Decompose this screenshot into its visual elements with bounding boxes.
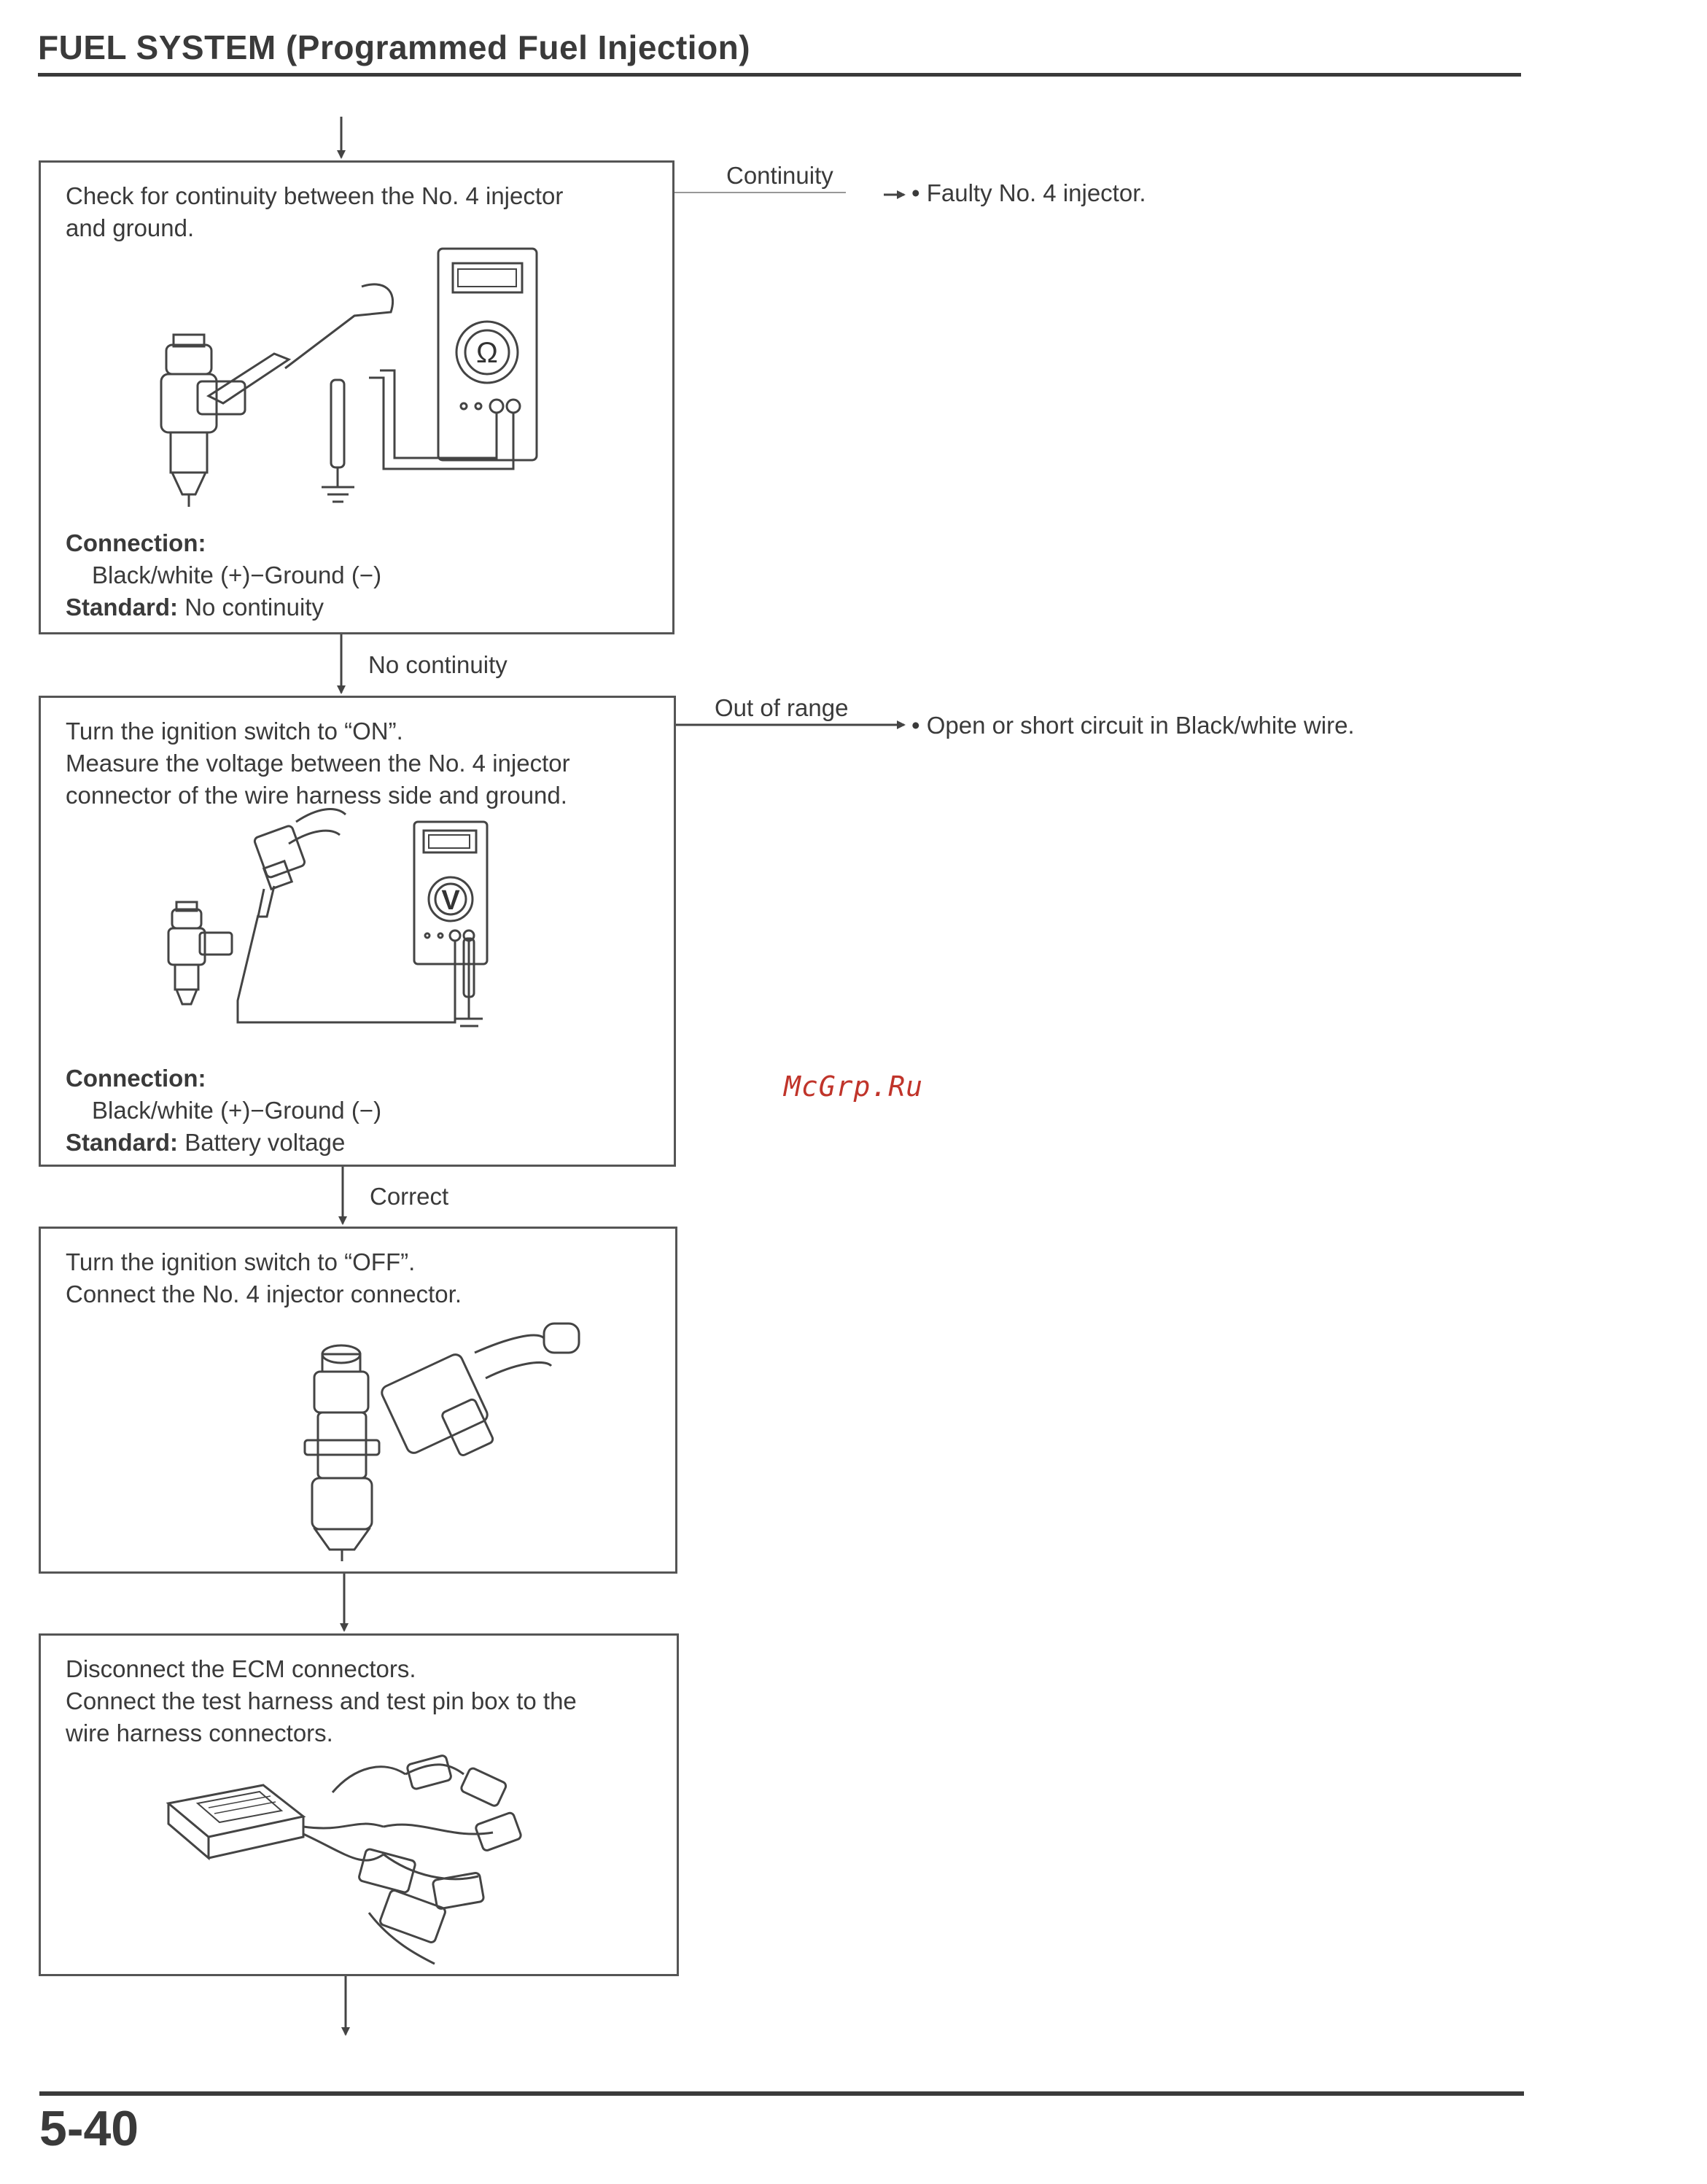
injector-connector-illustration	[41, 1229, 680, 1576]
volt-symbol: V	[441, 885, 460, 916]
step-4-line-3: wire harness connectors.	[66, 1719, 333, 1746]
page-number: 5-40	[39, 2101, 139, 2156]
step-1-standard-value: No continuity	[184, 594, 324, 621]
step-1-line-2: and ground.	[66, 214, 195, 241]
step-1-connection-value: Black/white (+)−Ground (−)	[92, 561, 382, 588]
ecm-test-harness-illustration	[41, 1636, 681, 1978]
step-3-line-1: Turn the ignition switch to “OFF”.	[66, 1248, 416, 1275]
result-open-or-short: • Open or short circuit in Black/white wire.	[911, 712, 1355, 739]
step-2-connection-label: Connection:	[66, 1065, 206, 1092]
step-2-line-1: Turn the ignition switch to “ON”.	[66, 718, 403, 745]
step-1-connection-label: Connection:	[66, 529, 206, 556]
step-4-line-1: Disconnect the ECM connectors.	[66, 1655, 416, 1682]
watermark: McGrp.Ru	[784, 1070, 924, 1103]
step-3-line-2: Connect the No. 4 injector connector.	[66, 1281, 462, 1307]
step-2-standard-value: Battery voltage	[184, 1129, 346, 1156]
step-2-connection-value: Black/white (+)−Ground (−)	[92, 1097, 382, 1124]
step-2-line-2: Measure the voltage between the No. 4 injector	[66, 750, 570, 777]
step-2-specification	[66, 1062, 652, 1159]
branch-label-continuity: Continuity	[726, 162, 833, 189]
step-2-standard-label: Standard:	[66, 1129, 179, 1156]
step-1-line-1: Check for continuity between the No. 4 injector	[66, 182, 564, 209]
step-box-continuity-check	[39, 160, 674, 634]
ohm-symbol: Ω	[476, 337, 498, 369]
step-box-reconnect-injector	[39, 1227, 677, 1574]
step-box-test-harness	[39, 1633, 679, 1976]
step-2-line-3: connector of the wire harness side and ground.	[66, 782, 567, 809]
page-title: FUEL SYSTEM (Programmed Fuel Injection)	[38, 28, 751, 66]
step-1-specification	[66, 527, 650, 623]
flow-label-no-continuity: No continuity	[368, 651, 508, 678]
result-faulty-injector: • Faulty No. 4 injector.	[911, 179, 1146, 206]
step-box-voltage-check	[39, 696, 676, 1167]
step-1-standard-label: Standard:	[66, 594, 179, 621]
flow-label-correct: Correct	[370, 1183, 449, 1210]
branch-label-out-of-range: Out of range	[715, 694, 849, 721]
footer-rule	[39, 2091, 1524, 2096]
step-4-line-2: Connect the test harness and test pin box to the	[66, 1687, 577, 1714]
